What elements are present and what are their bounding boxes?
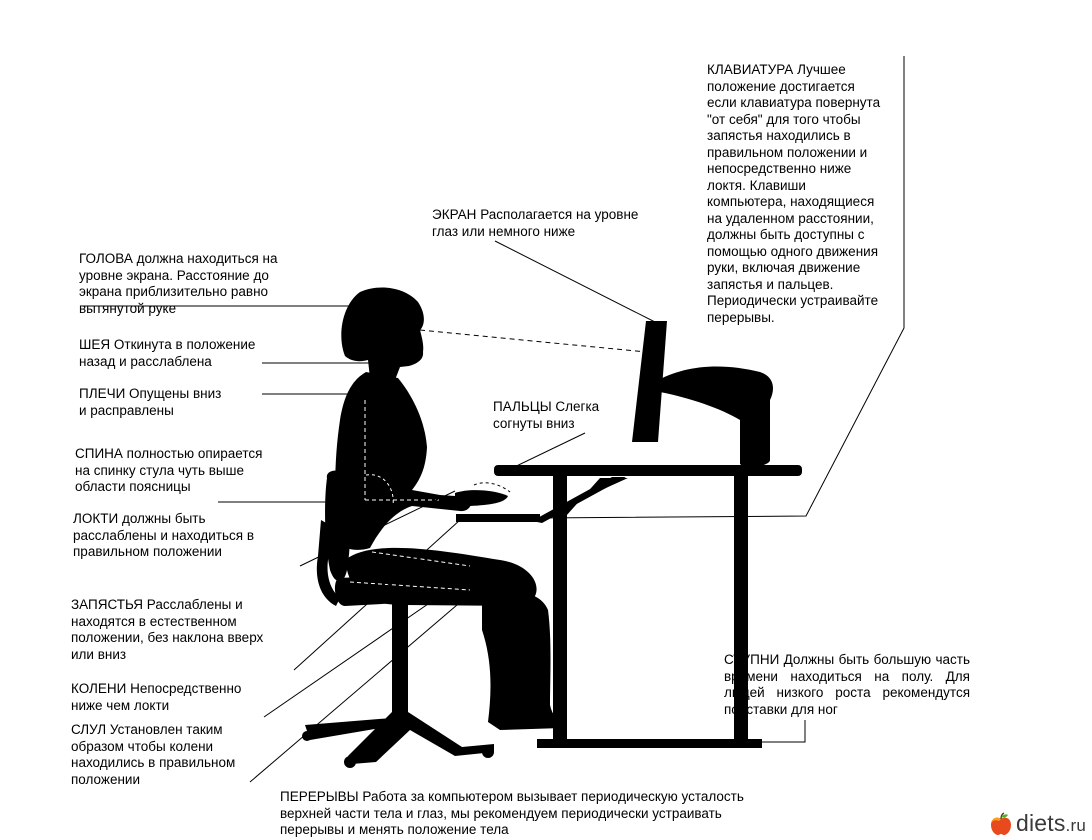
wrists-callout bbox=[71, 597, 295, 663]
callout-text: Располагается на уровне глаз или немного ниже bbox=[432, 207, 639, 239]
monitor bbox=[632, 321, 773, 467]
chair-wheel bbox=[482, 746, 494, 758]
screen-callout bbox=[432, 207, 672, 240]
head-callout bbox=[79, 251, 311, 317]
back-callout bbox=[75, 446, 293, 496]
site-watermark[interactable] bbox=[989, 810, 1086, 837]
keyboard-tray bbox=[456, 514, 540, 522]
callout-text: полностью опирается на спинку стула чуть выше области поясницы bbox=[75, 446, 263, 494]
neck-callout bbox=[79, 337, 289, 370]
leader-screen bbox=[495, 241, 655, 322]
callout-text: Непосредственно ниже чем локти bbox=[71, 681, 242, 713]
callout-keyword: СТУПНИ bbox=[724, 652, 780, 667]
callout-keyword: КЛАВИАТУРА bbox=[707, 62, 794, 77]
desk-brace bbox=[566, 478, 628, 516]
apple-logo-icon bbox=[989, 812, 1013, 836]
desk-leg-front bbox=[553, 476, 567, 744]
callout-keyword: СЛУЛ bbox=[71, 722, 107, 737]
callout-text: Лучшее положение достигается если клавиатура повернута "от себя" для того чтобы запястья находились в правильном положении и непосредственно ниже локтя. Клавиши компьютера, находящиеся на удаленном расстоянии, должны быть доступны с помощью одного движения руки, включая движение запястья и пальцев. Периодически устраивайте перерывы. bbox=[707, 62, 881, 325]
fingers-callout bbox=[493, 399, 643, 432]
chair-wheel bbox=[344, 756, 356, 768]
keyboard-callout bbox=[707, 62, 899, 326]
callout-keyword: ЭКРАН bbox=[432, 207, 477, 222]
keyboard-arm bbox=[532, 477, 626, 523]
callout-text: Установлен таким образом чтобы колени находились в правильном положении bbox=[71, 722, 236, 787]
callout-text: должна находиться на уровне экрана. Расстояние до экрана приблизительно равно вытянутой руке bbox=[79, 251, 278, 316]
knees-callout bbox=[71, 681, 271, 714]
breaks-callout bbox=[280, 789, 820, 839]
callout-text: Должны быть большую часть времени находиться на полу. Для людей низкого роста рекомендутся подставки для ног bbox=[724, 652, 970, 717]
callout-text: Опущены вниз и расправлены bbox=[79, 386, 222, 418]
callout-keyword: ПЛЕЧИ bbox=[79, 386, 126, 401]
torso bbox=[335, 372, 471, 550]
callout-keyword: ГОЛОВА bbox=[79, 251, 133, 266]
callout-text: должны быть расслаблены и находиться в правильном положении bbox=[73, 511, 255, 559]
callout-text: Откинута в положение назад и расслаблена bbox=[79, 337, 256, 369]
person-silhouette bbox=[335, 287, 562, 730]
eye-line bbox=[420, 330, 646, 352]
brand-domain: diets bbox=[1015, 810, 1066, 836]
shoulders-callout bbox=[79, 386, 279, 419]
brand-name bbox=[1016, 810, 1086, 837]
callout-keyword: ПЕРЕРЫВЫ bbox=[280, 789, 359, 804]
desk-foot bbox=[537, 739, 762, 748]
callout-keyword: ЛОКТИ bbox=[73, 511, 119, 526]
hands bbox=[455, 490, 508, 506]
chair-callout bbox=[71, 722, 271, 788]
callout-text: Расслаблены и находятся в естественном положении, без наклона вверх или вниз bbox=[71, 597, 264, 662]
monitor-arm bbox=[650, 366, 773, 467]
callout-keyword: ПАЛЬЦЫ bbox=[493, 399, 552, 414]
feet-callout bbox=[724, 652, 970, 718]
leader-feet bbox=[720, 720, 805, 742]
callout-text: Слегка согнуты вниз bbox=[493, 399, 600, 431]
callout-keyword: КОЛЕНИ bbox=[71, 681, 127, 696]
elbows-callout bbox=[73, 511, 288, 561]
head bbox=[341, 287, 424, 380]
brand-tld: .ru bbox=[1065, 816, 1086, 835]
callout-keyword: СПИНА bbox=[75, 446, 123, 461]
callout-keyword: ЗАПЯСТЬЯ bbox=[71, 597, 144, 612]
callout-keyword: ШЕЯ bbox=[79, 337, 111, 352]
callout-text: Работа за компьютером вызывает периодическую усталость верхней части тела и глаз, мы рекомендуем периодически устраивать перерывы и менять положение тела bbox=[280, 789, 744, 837]
